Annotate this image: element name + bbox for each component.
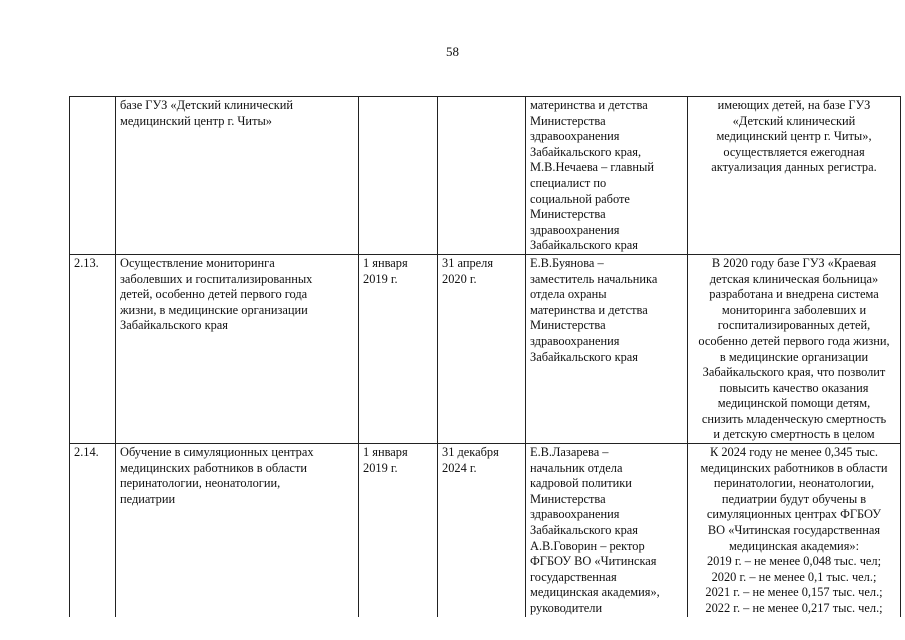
cell-activity-name: Осуществление мониторинга заболевших и госпитализированных детей, особенно детей первого года жизни, в медицинские организации Забайкальского края [116,254,359,443]
table-row [70,444,901,617]
table-row [70,254,901,443]
cell-activity-name: Обучение в симуляционных центрах медицинских работников в области перинатологии, неонатологии, педиатрии [116,444,359,617]
cell-result: имеющих детей, на базе ГУЗ «Детский клинический медицинский центр г. Читы», осуществляется ежегодная актуализация данных регистра. [688,97,901,255]
activities-table [69,96,901,617]
cell-responsible: Е.В.Буянова – заместитель начальника отдела охраны материнства и детства Министерства здравоохранения Забайкальского края [526,254,688,443]
page-number: 58 [446,44,459,59]
cell-number: 2.13. [70,254,116,443]
cell-end-date: 31 декабря 2024 г. [438,444,526,617]
cell-start-date [359,97,438,255]
cell-end-date [438,97,526,255]
cell-number [70,97,116,255]
cell-end-date: 31 апреля 2020 г. [438,254,526,443]
cell-responsible: Е.В.Лазарева – начальник отдела кадровой политики Министерства здравоохранения Забайкальского края А.В.Говорин – ректор ФГБОУ ВО «Читинская государственная медицинская академия», руководители [526,444,688,617]
cell-responsible: материнства и детства Министерства здравоохранения Забайкальского края, М.В.Нечаева – главный специалист по социальной работе Министерства здравоохранения Забайкальского края [526,97,688,255]
table-row [70,97,901,255]
cell-start-date: 1 января 2019 г. [359,254,438,443]
cell-result: В 2020 году базе ГУЗ «Краевая детская клиническая больница» разработана и внедрена система мониторинга заболевших и госпитализированных детей, особенно детей первого года жизни, в медицинские организации Забайкальского края, что позволит повысить качество оказания медицинской помощи детям, снизить младенческую смертность и детскую смертность в целом [688,254,901,443]
cell-activity-name: базе ГУЗ «Детский клинический медицинский центр г. Читы» [116,97,359,255]
cell-number: 2.14. [70,444,116,617]
cell-result: К 2024 году не менее 0,345 тыс. медицинских работников в области перинатологии, неонатологии, педиатрии будут обучены в симуляционных центрах ФГБОУ ВО «Читинская государственная медицинская академия»: 2019 г. – не менее 0,048 тыс. чел; 2020 г. – не менее 0,1 тыс. чел.; 2021 г. – не менее 0,157 тыс. чел.; 2022 г. – не менее 0,217 тыс. чел.; [688,444,901,617]
cell-start-date: 1 января 2019 г. [359,444,438,617]
